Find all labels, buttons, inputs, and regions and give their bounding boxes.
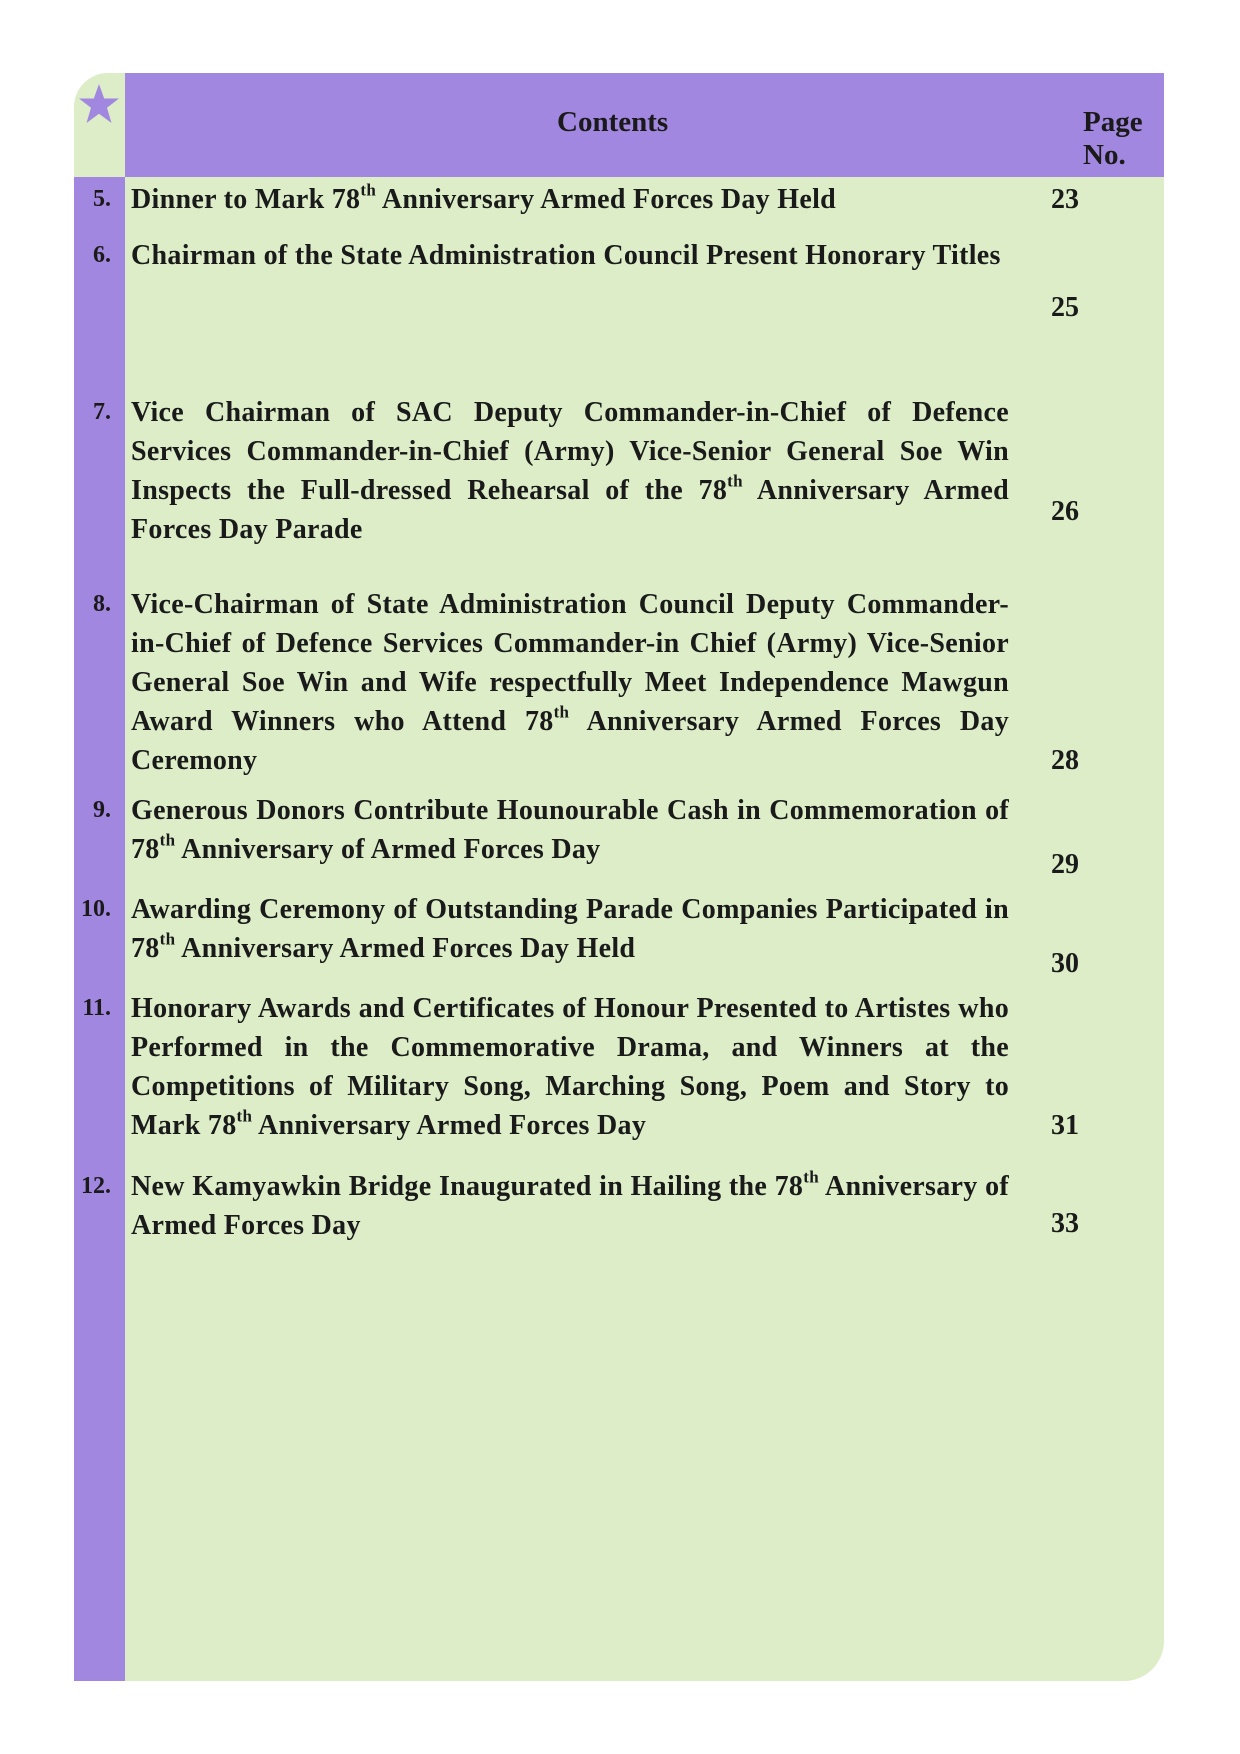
entry-page-number: 29 bbox=[1051, 849, 1079, 880]
header-bar bbox=[125, 73, 1164, 177]
entry-page-number: 33 bbox=[1051, 1208, 1079, 1239]
entry-page-number: 31 bbox=[1051, 1110, 1079, 1141]
entry-number: 8. bbox=[93, 591, 111, 617]
entry-number: 11. bbox=[82, 995, 111, 1021]
entry-page-number: 30 bbox=[1051, 948, 1079, 979]
entry-number: 10. bbox=[81, 896, 111, 922]
contents-panel bbox=[74, 73, 1164, 1681]
page-number-heading: Page No. bbox=[1083, 106, 1143, 171]
entry-title: Vice Chairman of SAC Deputy Commander-in-Chief of Defence Services Commander-in-Chief (Army) Vice-Senior General Soe Win Inspects the Full-dressed Rehearsal of the 78th Anniversary Armed Forces Day Parade bbox=[131, 397, 1010, 545]
entry-page-number: 28 bbox=[1051, 745, 1079, 776]
entry-page-number: 25 bbox=[1051, 292, 1079, 323]
entry-title: Generous Donors Contribute Hounourable Cash in Commemoration of 78th Anniversary of Armed Forces Day bbox=[131, 795, 1009, 865]
entry-title: Dinner to Mark 78th Anniversary Armed Forces Day Held bbox=[131, 180, 837, 215]
entry-number: 9. bbox=[93, 797, 111, 823]
entry-number: 5. bbox=[93, 186, 111, 212]
entry-number: 7. bbox=[93, 399, 111, 425]
entry-page-number: 23 bbox=[1051, 184, 1079, 215]
entry-title: New Kamyawkin Bridge Inaugurated in Hailing the 78th Anniversary of Armed Forces Day bbox=[131, 1167, 1010, 1241]
star-icon bbox=[78, 83, 120, 125]
entry-number: 6. bbox=[93, 242, 111, 268]
entry-title: Chairman of the State Administration Council Present Honorary Titles bbox=[131, 240, 1001, 271]
entry-page-number: 26 bbox=[1051, 496, 1079, 527]
entry-title: Vice-Chairman of State Administration Council Deputy Commander-in-Chief of Defence Services Commander-in Chief (Army) Vice-Senior General Soe Win and Wife respectfully Meet Independence Mawgun Award Winners who Attend 78th Anniversary Armed Forces Day Ceremony bbox=[131, 589, 1009, 776]
entry-title: Honorary Awards and Certificates of Honour Presented to Artistes who Performed in the Commemorative Drama, and Winners at the Competitions of Military Song, Marching Song, Poem and Story to Mark 78th Anniversary Armed Forces Day bbox=[131, 993, 1009, 1141]
entry-title: Awarding Ceremony of Outstanding Parade Companies Participated in 78th Anniversary Armed Forces Day Held bbox=[131, 894, 1009, 964]
entry-number: 12. bbox=[81, 1173, 111, 1199]
contents-heading: Contents bbox=[557, 106, 669, 138]
